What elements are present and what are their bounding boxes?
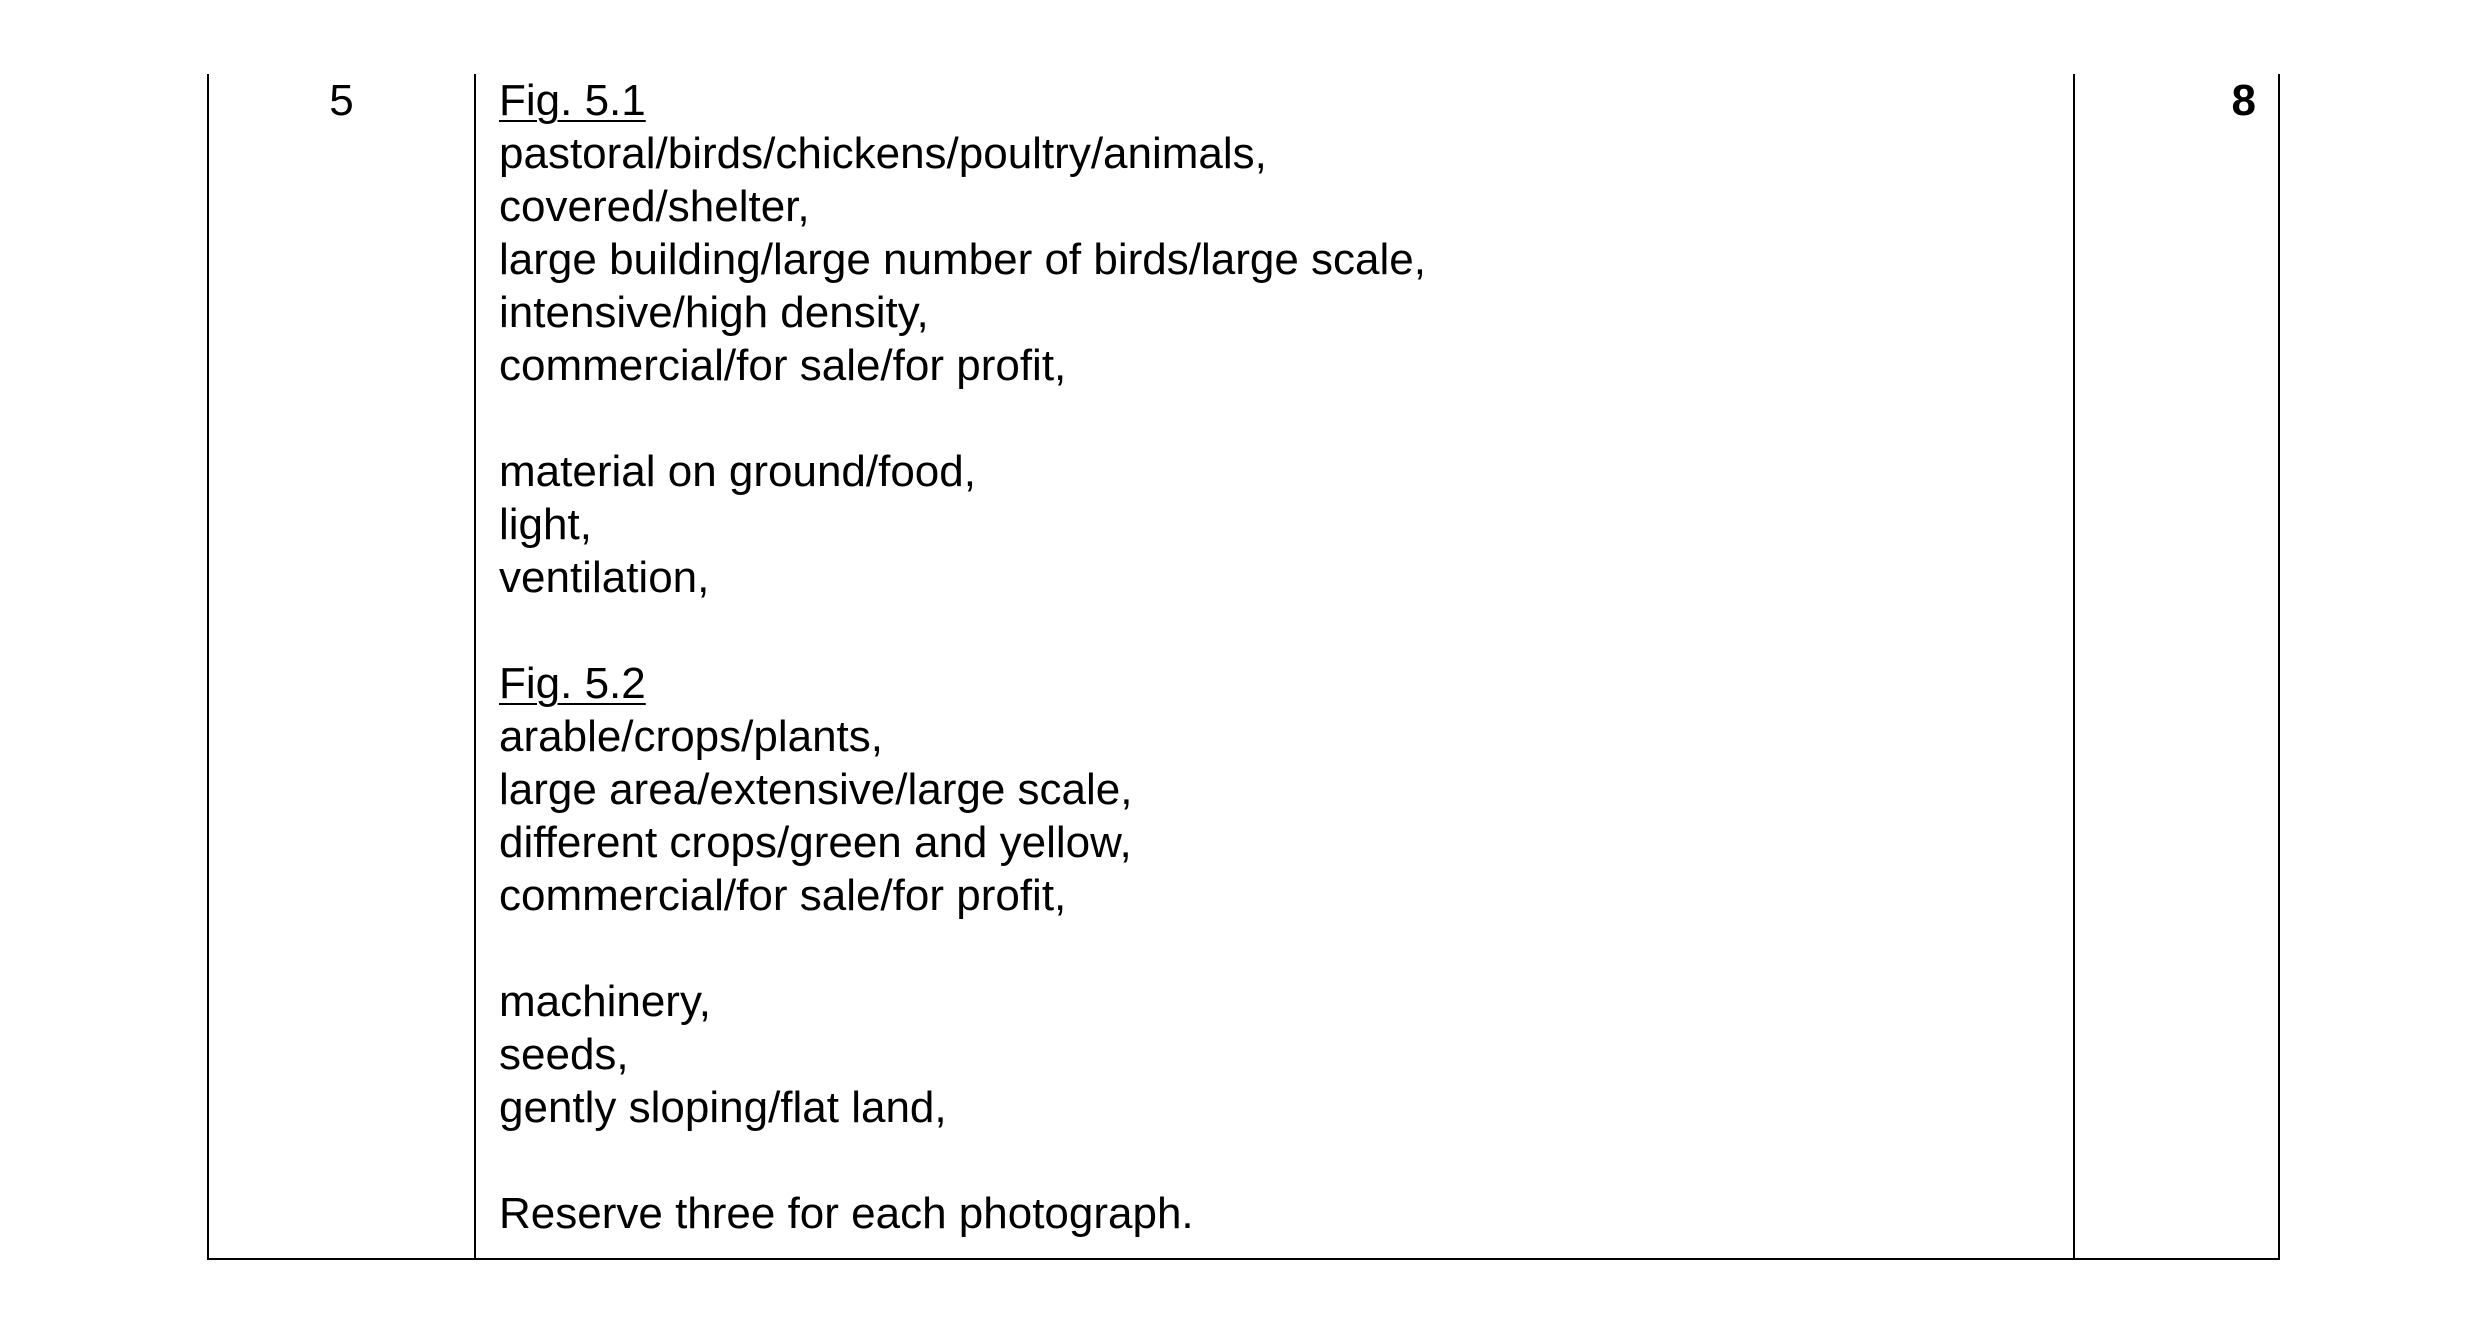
answer-line: Reserve three for each photograph. — [499, 1189, 1194, 1238]
answer-line: material on ground/food, — [499, 447, 976, 496]
answer-line: different crops/green and yellow, — [499, 818, 1132, 867]
answer-line: commercial/for sale/for profit, — [499, 341, 1067, 390]
answer-line: covered/shelter, — [499, 182, 810, 231]
column-divider-question — [474, 74, 476, 1258]
marks-value: 8 — [2231, 76, 2256, 125]
question-number: 5 — [329, 76, 354, 125]
answer-line: large area/extensive/large scale, — [499, 765, 1133, 814]
answer-line: intensive/high density, — [499, 288, 929, 337]
answer-cell — [499, 74, 2049, 1240]
answer-line: seeds, — [499, 1030, 629, 1079]
blank-line — [499, 922, 2049, 975]
answer-line: machinery, — [499, 977, 711, 1026]
blank-line — [499, 1134, 2049, 1187]
answer-line: arable/crops/plants, — [499, 712, 883, 761]
blank-line — [499, 392, 2049, 445]
mark-scheme-table — [207, 74, 2280, 1260]
answer-line: gently sloping/flat land, — [499, 1083, 947, 1132]
answer-line: light, — [499, 500, 592, 549]
answer-line: commercial/for sale/for profit, — [499, 871, 1067, 920]
blank-line — [499, 604, 2049, 657]
answer-line: pastoral/birds/chickens/poultry/animals, — [499, 129, 1267, 178]
answer-line: ventilation, — [499, 553, 710, 602]
column-divider-marks — [2073, 74, 2075, 1258]
figure-heading: Fig. 5.1 — [499, 76, 646, 125]
answer-line: large building/large number of birds/large scale, — [499, 235, 1426, 284]
figure-heading: Fig. 5.2 — [499, 659, 646, 708]
